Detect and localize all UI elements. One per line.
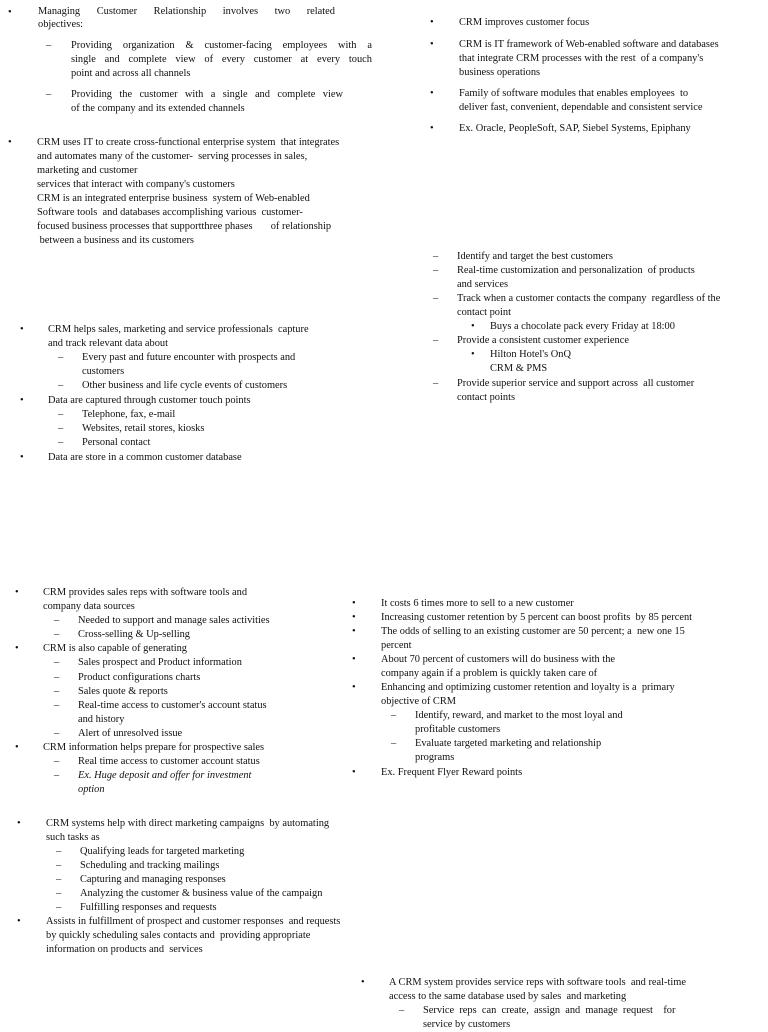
- text-line: such tasks as: [46, 832, 100, 843]
- dash: –: [391, 710, 397, 721]
- text-line: CRM & PMS: [490, 363, 548, 374]
- dash: –: [433, 293, 439, 304]
- text-line: Sales prospect and Product information: [78, 657, 242, 668]
- text-line: CRM information helps prepare for prospective sales: [43, 742, 265, 753]
- dash: –: [433, 265, 439, 276]
- dash: –: [54, 728, 60, 739]
- bullet: •: [471, 349, 475, 360]
- text-line: Buys a chocolate pack every Friday at 18:00: [490, 321, 675, 332]
- dash: –: [54, 657, 60, 668]
- text-line: and history: [78, 714, 125, 725]
- text-line: Managing Customer Relationship involves two related: [38, 6, 335, 17]
- dash: –: [399, 1005, 405, 1016]
- text-line: Evaluate targeted marketing and relationship: [415, 738, 602, 749]
- text-line: profitable customers: [415, 724, 501, 735]
- text-line: Scheduling and tracking mailings: [80, 860, 220, 871]
- dash: –: [433, 251, 439, 262]
- bullet: •: [352, 654, 356, 665]
- text-line: Provide superior service and support across all customer: [457, 378, 695, 389]
- text-line: Ex. Oracle, PeopleSoft, SAP, Siebel Systems, Epiphany: [459, 123, 691, 134]
- dash: –: [56, 888, 62, 899]
- dash: –: [54, 629, 60, 640]
- text-line: marketing and customer: [37, 165, 138, 176]
- text-line: CRM is IT framework of Web-enabled software and databases: [459, 39, 719, 50]
- text-line: of the company and its extended channels: [71, 103, 245, 114]
- text-line: It costs 6 times more to sell to a new customer: [381, 598, 574, 609]
- text-line: CRM provides sales reps with software tools and: [43, 587, 248, 598]
- text-line: Telephone, fax, e-mail: [82, 409, 176, 420]
- text-line: CRM improves customer focus: [459, 17, 590, 28]
- text-line: company data sources: [43, 601, 135, 612]
- bullet: •: [20, 395, 24, 406]
- text-line: Software tools and databases accomplishing various customer-: [37, 207, 303, 218]
- dash: –: [54, 686, 60, 697]
- text-line: Service reps can create, assign and manage request for: [423, 1005, 676, 1016]
- dash: –: [46, 40, 52, 51]
- text-line: company again if a problem is quickly taken care of: [381, 668, 598, 679]
- text-line: Data are captured through customer touch points: [48, 395, 251, 406]
- dash: –: [58, 423, 64, 434]
- bullet: •: [20, 452, 24, 463]
- text-line: Capturing and managing responses: [80, 874, 226, 885]
- bullet: •: [20, 324, 24, 335]
- bullet: •: [352, 598, 356, 609]
- text-line: Assists in fulfillment of prospect and customer responses and requests: [46, 916, 341, 927]
- text-line: CRM helps sales, marketing and service professionals capture: [48, 324, 309, 335]
- text-line: Sales quote & reports: [78, 686, 168, 697]
- text-line: Hilton Hotel's OnQ: [490, 349, 571, 360]
- text-line: Qualifying leads for targeted marketing: [80, 846, 245, 857]
- text-line: CRM systems help with direct marketing campaigns by automating: [46, 818, 330, 829]
- text-line: About 70 percent of customers will do business with the: [381, 654, 616, 665]
- text-line: objectives:: [38, 19, 84, 30]
- text-line: services that interact with company's customers: [37, 179, 235, 190]
- text-line: Real-time access to customer's account status: [78, 700, 267, 711]
- text-line: information on products and services: [46, 944, 203, 955]
- dash: –: [54, 672, 60, 683]
- text-line: objective of CRM: [381, 696, 457, 707]
- dash: –: [54, 700, 60, 711]
- text-line: CRM is also capable of generating: [43, 643, 187, 654]
- dash: –: [58, 352, 64, 363]
- text-line: service by customers: [423, 1019, 511, 1030]
- text-line: deliver fast, convenient, dependable and consistent service: [459, 102, 703, 113]
- text-line: by quickly scheduling sales contacts and providing appropriate: [46, 930, 311, 941]
- text-line: Providing the customer with a single and complete view: [71, 89, 343, 100]
- text-line-italic: Ex. Huge deposit and offer for investment: [78, 770, 252, 781]
- bullet: •: [352, 682, 356, 693]
- text-line: Alert of unresolved issue: [78, 728, 183, 739]
- dash: –: [56, 860, 62, 871]
- text-line: Real time access to customer account status: [78, 756, 260, 767]
- dash: –: [433, 378, 439, 389]
- text-line-italic: option: [78, 784, 105, 795]
- bullet: •: [352, 612, 356, 623]
- dash: –: [46, 89, 52, 100]
- text-line: Other business and life cycle events of customers: [82, 380, 288, 391]
- text-line: Identify and target the best customers: [457, 251, 613, 262]
- bullet: •: [17, 916, 21, 927]
- dash: –: [54, 770, 60, 781]
- dash: –: [54, 615, 60, 626]
- text-line: Family of software modules that enables employees to: [459, 88, 689, 99]
- text-line: between a business and its customers: [37, 235, 194, 246]
- text-line: Track when a customer contacts the company regardless of the: [457, 293, 721, 304]
- bullet: •: [8, 137, 12, 148]
- text-line: Provide a consistent customer experience: [457, 335, 629, 346]
- text-line: Analyzing the customer & business value of the campaign: [80, 888, 323, 899]
- text-line: CRM is an integrated enterprise business system of Web-enabled: [37, 193, 310, 204]
- text-line: Real-time customization and personalization of products: [457, 265, 695, 276]
- bullet: •: [15, 587, 19, 598]
- bullet: •: [15, 643, 19, 654]
- text-line: Data are store in a common customer database: [48, 452, 242, 463]
- bullet: •: [361, 977, 365, 988]
- text-line: Personal contact: [82, 437, 151, 448]
- dash: –: [56, 846, 62, 857]
- bullet: •: [352, 626, 356, 637]
- dash: –: [56, 874, 62, 885]
- text-line: percent: [381, 640, 412, 651]
- dash: –: [433, 335, 439, 346]
- text-line: business operations: [459, 67, 541, 78]
- text-line: and track relevant data about: [48, 338, 169, 349]
- bullet: •: [430, 88, 434, 99]
- bullet: •: [430, 39, 434, 50]
- text-line: Fulfilling responses and requests: [80, 902, 217, 913]
- text-line: Needed to support and manage sales activities: [78, 615, 270, 626]
- text-line: Identify, reward, and market to the most loyal and: [415, 710, 623, 721]
- text-line: access to the same database used by sales and marketing: [389, 991, 627, 1002]
- text-line: The odds of selling to an existing customer are 50 percent; a new one 15: [381, 626, 685, 637]
- dash: –: [58, 380, 64, 391]
- bullet: •: [430, 123, 434, 134]
- text-line: A CRM system provides service reps with software tools and real-time: [389, 977, 686, 988]
- text-line: programs: [415, 752, 455, 763]
- text-line: Ex. Frequent Flyer Reward points: [381, 767, 523, 778]
- dash: –: [391, 738, 397, 749]
- bullet: •: [352, 767, 356, 778]
- text-line: that integrate CRM processes with the rest of a company's: [459, 53, 704, 64]
- bullet: •: [471, 321, 475, 332]
- dash: –: [56, 902, 62, 913]
- text-line: Every past and future encounter with prospects and: [82, 352, 296, 363]
- text-line: and services: [457, 279, 509, 290]
- bullet: •: [15, 742, 19, 753]
- bullet: •: [430, 17, 434, 28]
- dash: –: [54, 756, 60, 767]
- text-line: Cross-selling & Up-selling: [78, 629, 190, 640]
- text-line: Providing organization & customer-facing employees with a: [71, 40, 372, 51]
- text-line: Websites, retail stores, kiosks: [82, 423, 205, 434]
- text-line: customers: [82, 366, 125, 377]
- text-line: CRM uses IT to create cross-functional enterprise system that integrates: [37, 137, 340, 148]
- text-line: focused business processes that supportthree phases of relationship: [37, 221, 332, 232]
- text-line: Product configurations charts: [78, 672, 201, 683]
- text-line: and automates many of the customer- serving processes in sales,: [37, 151, 308, 162]
- bullet: •: [8, 7, 12, 18]
- dash: –: [58, 437, 64, 448]
- text-line: contact point: [457, 307, 511, 318]
- text-line: Increasing customer retention by 5 percent can boost profits by 85 percent: [381, 612, 693, 623]
- text-line: single and complete view of every customer at every touch: [71, 54, 372, 65]
- bullet: •: [17, 818, 21, 829]
- text-line: contact points: [457, 392, 516, 403]
- dash: –: [58, 409, 64, 420]
- text-line: point and across all channels: [71, 68, 191, 79]
- text-line: Enhancing and optimizing customer retention and loyalty is a primary: [381, 682, 675, 693]
